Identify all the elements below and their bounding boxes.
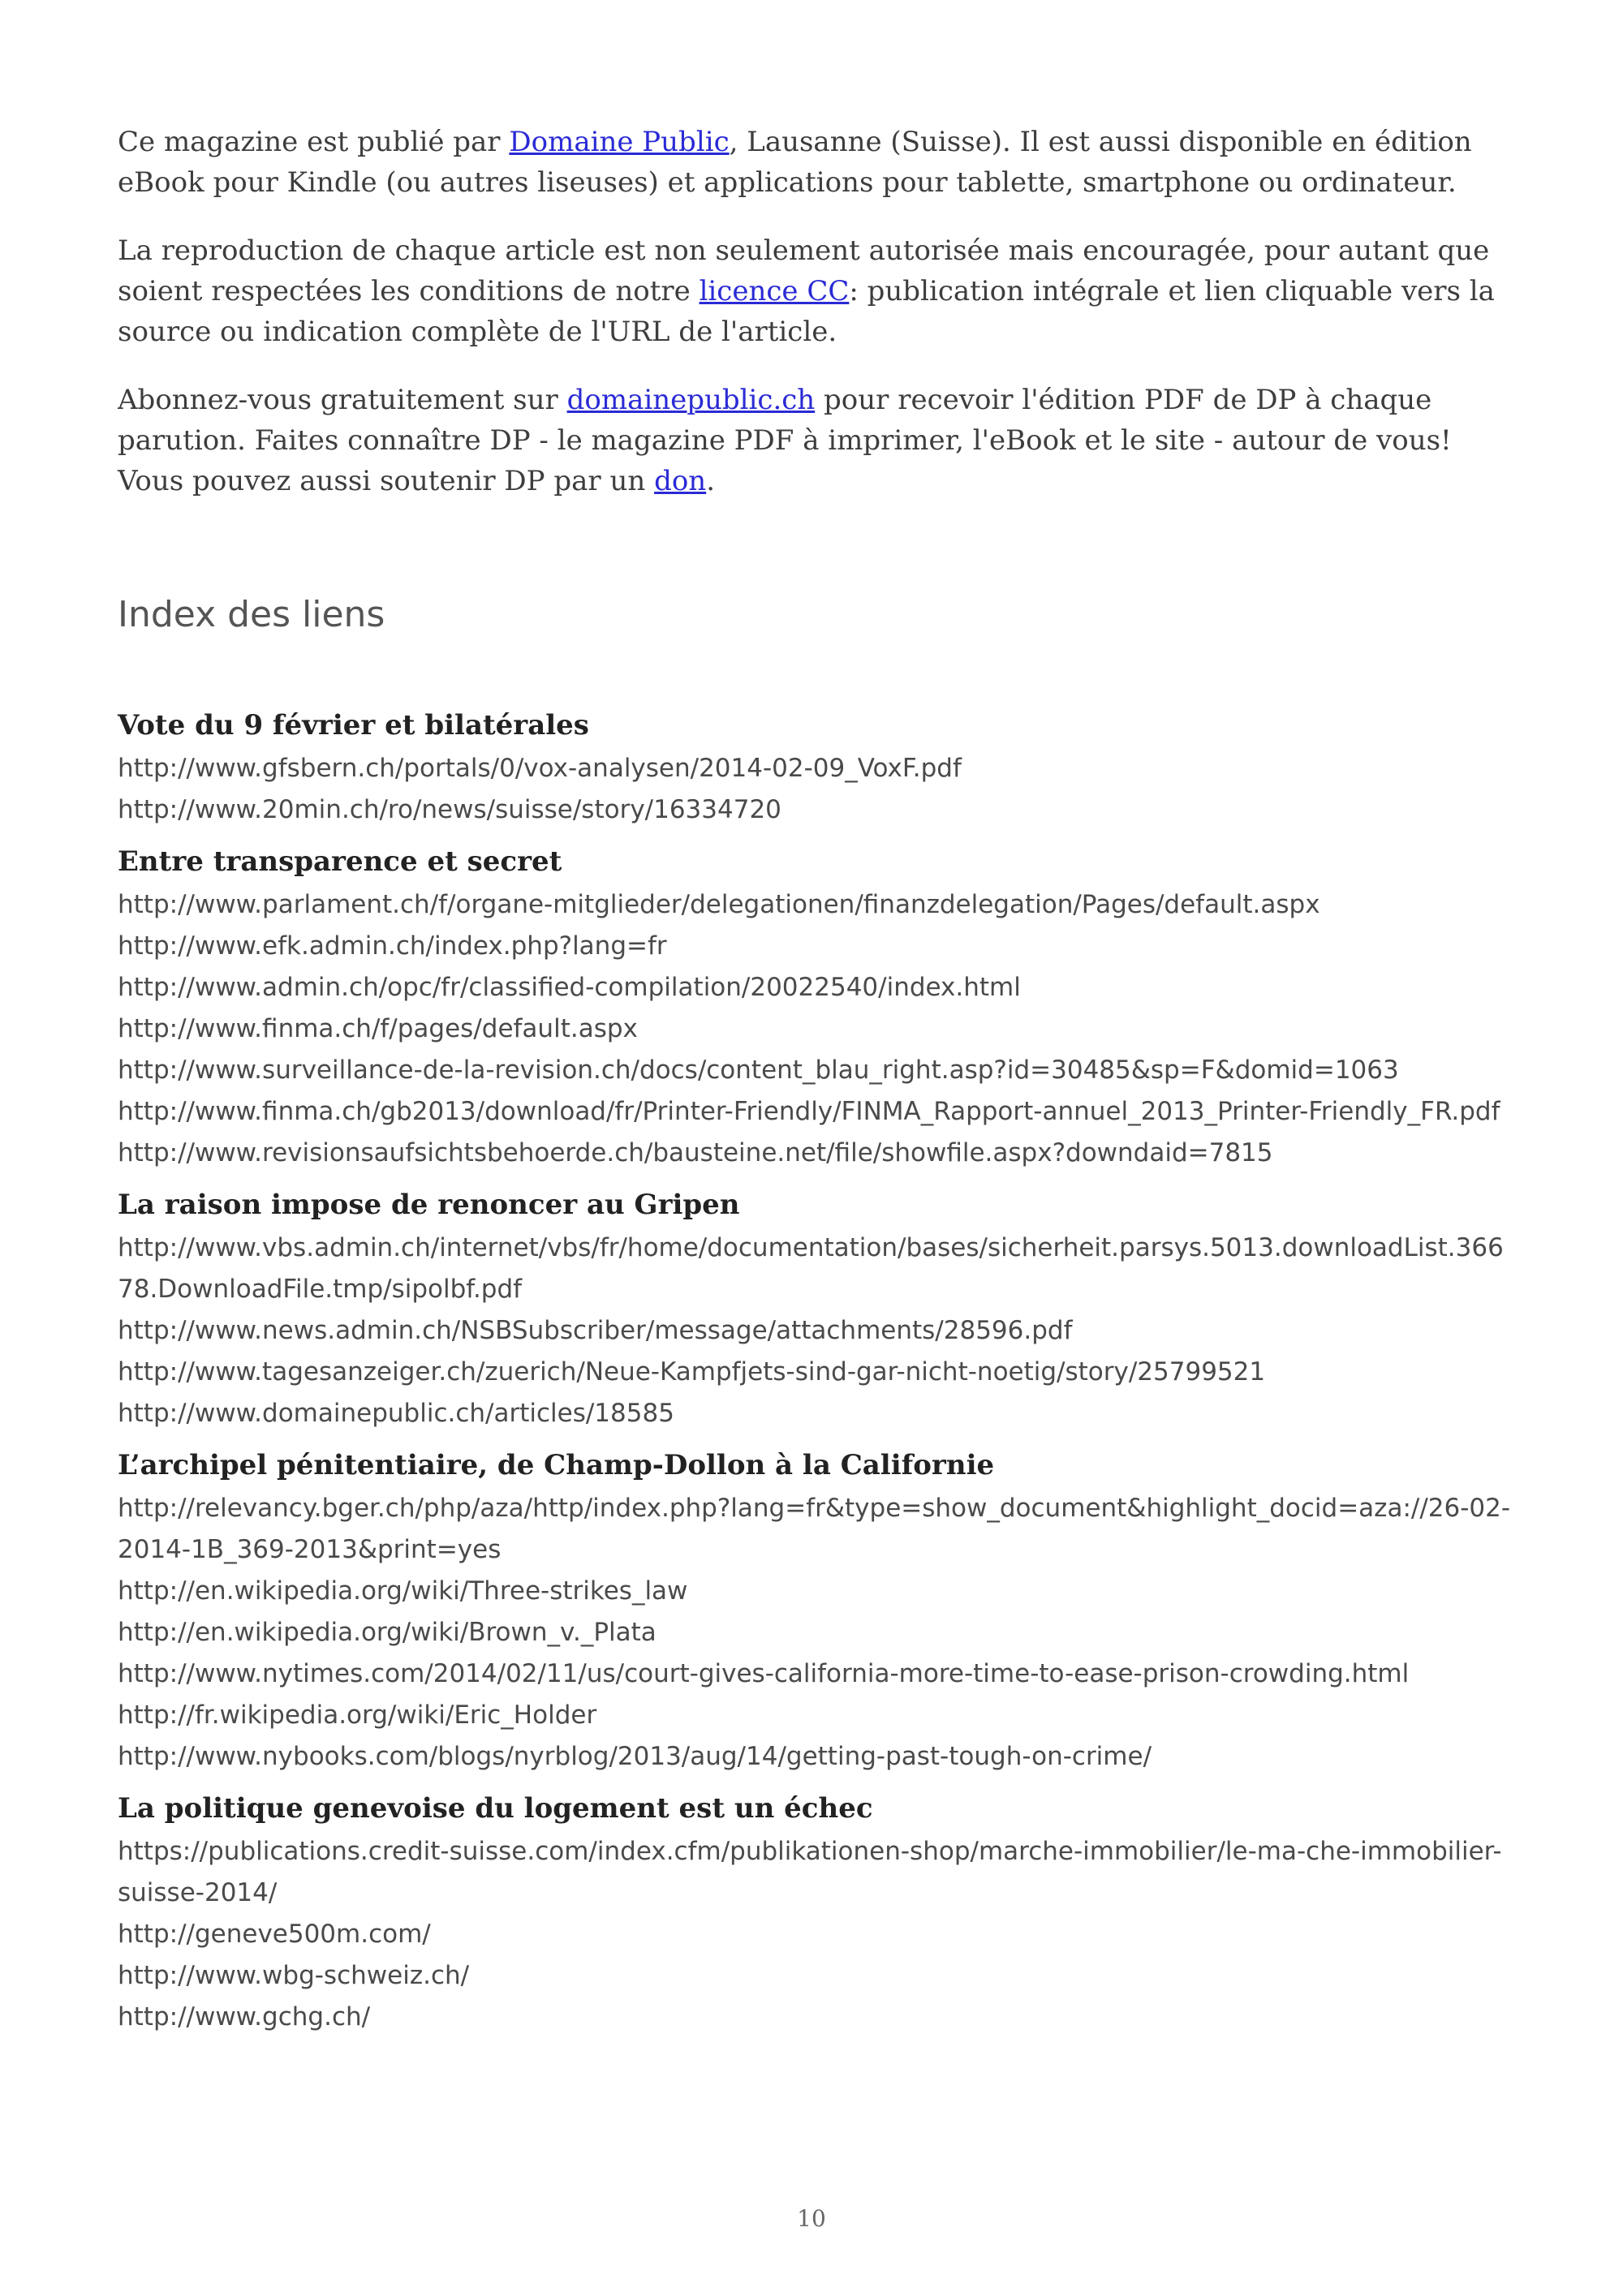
url-link[interactable]: http://www.vbs.admin.ch/internet/vbs/fr/home/documentation/bases/sicherheit.parsys.5013.downloadList.36678.DownloadFile.tmp/sipolbf.pdf [118, 1233, 1504, 1304]
url-link[interactable]: http://www.gfsbern.ch/portals/0/vox-analysen/2014-02-09_VoxF.pdf [118, 754, 962, 783]
url-link[interactable]: http://www.gchg.ch/ [118, 2002, 371, 2032]
url-link[interactable]: http://www.parlament.ch/f/organe-mitglieder/delegationen/finanzdelegation/Pages/default.aspx [118, 890, 1320, 919]
intro-paragraph-subscribe: Abonnez-vous gratuitement sur domainepublic.ch pour recevoir l'édition PDF de DP à chaque parution. Faites connaître DP - le magazine PDF à imprimer, l'eBook et le site - autour de vous! Vous pouvez aussi soutenir DP par un don. [118, 384, 1452, 497]
index-title: Index des liens [118, 594, 385, 635]
url-link[interactable]: https://publications.credit-suisse.com/index.cfm/publikationen-shop/marche-immobilier/le-ma-che-immobilier-suisse-2014/ [118, 1837, 1502, 1907]
url-link[interactable]: http://geneve500m.com/ [118, 1920, 431, 1949]
link-section [118, 841, 1513, 1174]
url-link[interactable]: http://www.surveillance-de-la-revision.ch/docs/content_blau_right.asp?id=30485&sp=F&domid=1063 [118, 1056, 1399, 1085]
url-link[interactable]: http://relevancy.bger.ch/php/aza/http/index.php?lang=fr&type=show_document&highlight_docid=aza://26-02-2014-1B_369-2013&print=yes [118, 1494, 1511, 1564]
url-link[interactable]: http://www.efk.admin.ch/index.php?lang=fr [118, 931, 667, 961]
url-link[interactable]: http://www.revisionsaufsichtsbehoerde.ch/bausteine.net/file/showfile.aspx?downdaid=7815 [118, 1138, 1273, 1167]
link-section [118, 1444, 1513, 1778]
domaine-public-link[interactable]: Domaine Public [509, 126, 730, 158]
url-link[interactable]: http://www.news.admin.ch/NSBSubscriber/message/attachments/28596.pdf [118, 1316, 1073, 1345]
url-link[interactable]: http://www.finma.ch/gb2013/download/fr/Printer-Friendly/FINMA_Rapport-annuel_2013_Printer-Friendly_FR.pdf [118, 1097, 1500, 1126]
url-link[interactable]: http://en.wikipedia.org/wiki/Brown_v._Plata [118, 1618, 657, 1647]
page-number: 10 [797, 2205, 826, 2232]
url-link[interactable]: http://www.wbg-schweiz.ch/ [118, 1961, 470, 1990]
url-link[interactable]: http://www.tagesanzeiger.ch/zuerich/Neue-Kampfjets-sind-gar-nicht-noetig/story/25799521 [118, 1357, 1266, 1387]
url-link[interactable]: http://www.nybooks.com/blogs/nyrblog/2013/aug/14/getting-past-tough-on-crime/ [118, 1742, 1152, 1771]
intro-paragraph-publisher: Ce magazine est publié par Domaine Public, Lausanne (Suisse). Il est aussi disponible en édition eBook pour Kindle (ou autres liseuses) et applications pour tablette, smartphone ou ordinateur. [118, 126, 1472, 199]
url-link[interactable]: http://www.20min.ch/ro/news/suisse/story/16334720 [118, 795, 781, 824]
link-section [118, 1787, 1513, 2038]
url-link[interactable]: http://fr.wikipedia.org/wiki/Eric_Holder [118, 1701, 597, 1730]
document-page [118, 122, 1513, 2048]
section-title: Vote du 9 février et bilatérales [118, 709, 589, 742]
url-link[interactable]: http://www.nytimes.com/2014/02/11/us/court-gives-california-more-time-to-ease-prison-crowding.html [118, 1659, 1410, 1688]
url-link[interactable]: http://www.domainepublic.ch/articles/18585 [118, 1399, 674, 1428]
licence-cc-link[interactable]: licence CC [699, 275, 850, 307]
link-section [118, 1184, 1513, 1434]
intro-paragraph-license: La reproduction de chaque article est non seulement autorisée mais encouragée, pour autant que soient respectées les conditions de notre licence CC: publication intégrale et lien cliquable vers la source ou indication complète de l'URL de l'article. [118, 234, 1495, 348]
url-link[interactable]: http://www.finma.ch/f/pages/default.aspx [118, 1014, 638, 1043]
url-link[interactable]: http://en.wikipedia.org/wiki/Three-strikes_law [118, 1576, 688, 1606]
section-title: La politique genevoise du logement est un échec [118, 1792, 873, 1825]
section-title: Entre transparence et secret [118, 845, 562, 878]
don-link[interactable]: don [654, 465, 707, 497]
domainepublic-link[interactable]: domainepublic.ch [566, 384, 816, 416]
url-link[interactable]: http://www.admin.ch/opc/fr/classified-compilation/20022540/index.html [118, 973, 1021, 1002]
intro-block [118, 122, 1513, 501]
section-title: La raison impose de renoncer au Gripen [118, 1189, 740, 1221]
index-sections [118, 704, 1513, 2038]
link-section [118, 704, 1513, 831]
section-title: L’archipel pénitentiaire, de Champ-Dollon à la Californie [118, 1449, 995, 1481]
